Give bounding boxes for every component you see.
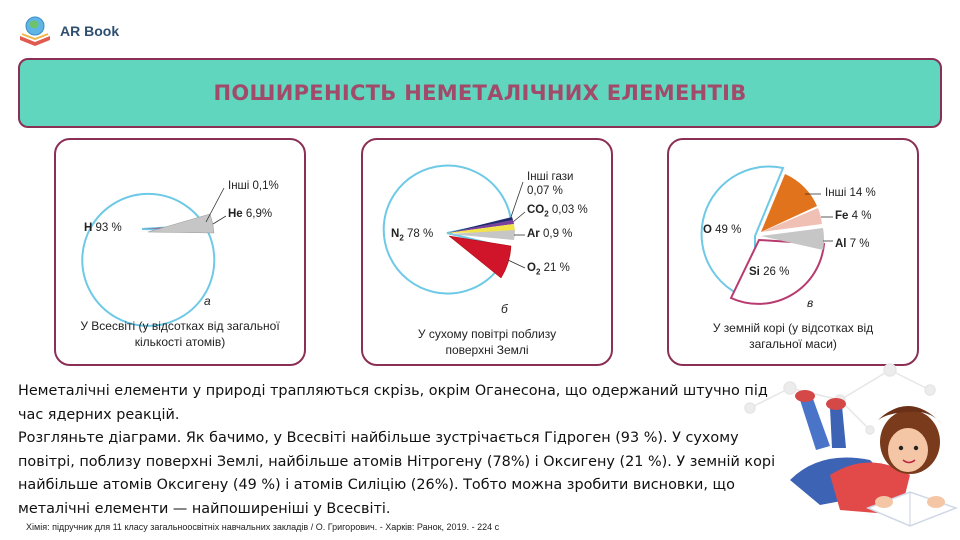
title-banner: [18, 58, 942, 128]
source-footnote: Хімія: підручник для 11 класу загальноосвітніх навчальних закладів / О. Григорович. - Харків: Ранок, 2019. - 224 с: [26, 522, 500, 532]
label-al: [835, 238, 870, 250]
leader-other: [206, 188, 224, 222]
label-other-name: Інші: [228, 180, 250, 192]
girl-reading-illustration: [760, 380, 960, 540]
chart-card-air: [361, 138, 613, 366]
label-h-symbol: H: [84, 222, 93, 234]
label-o2-value: 21 %: [543, 262, 570, 274]
pie-slice-h: [82, 194, 214, 326]
label-other-crust-value: 14 %: [849, 187, 876, 199]
ar-book-logo: [16, 12, 119, 50]
label-fe-value: 4 %: [851, 210, 872, 222]
label-n2-symbol: [391, 228, 404, 243]
label-other-gases: [527, 170, 573, 198]
label-ar: [527, 228, 572, 240]
label-si-symbol: Si: [749, 266, 760, 278]
label-ar-symbol: Ar: [527, 228, 540, 240]
label-n2-sub: 2: [399, 233, 404, 243]
label-fe-symbol: Fe: [835, 210, 849, 222]
logo-text: AR Book: [60, 23, 120, 39]
label-co2: [527, 204, 588, 218]
label-co2-value: 0,03 %: [551, 204, 588, 216]
label-other-crust-name: Інші: [825, 187, 847, 199]
chart-letter: б: [501, 302, 508, 316]
label-o: [703, 224, 741, 236]
paragraph-intro: Неметалічні елементи у природі трапляються скрізь, окрім Оганесона, що одержаний штучно під час ядерних реакцій.: [18, 383, 768, 423]
leader-he: [213, 216, 226, 224]
page-title: ПОШИРЕНІСТЬ НЕМЕТАЛІЧНИХ ЕЛЕМЕНТІВ: [213, 81, 747, 105]
label-al-value: 7 %: [849, 238, 870, 250]
label-si: [749, 266, 789, 278]
label-o2: [527, 262, 570, 276]
label-he-symbol: He: [228, 208, 243, 220]
chart-letter: а: [204, 294, 211, 308]
book-globe-icon: [16, 12, 54, 50]
label-ar-value: 0,9 %: [542, 228, 573, 240]
chart-caption: У сухому повітрі поблизу поверхні Землі: [417, 327, 557, 357]
label-n2: [391, 228, 433, 242]
label-co2-symbol: [527, 204, 549, 219]
label-he: [228, 208, 272, 220]
label-al-symbol: Al: [835, 238, 847, 250]
label-other-gases-name: Інші гази: [527, 171, 574, 183]
label-n2-letter: N: [391, 228, 400, 240]
leader-other-gases: [511, 182, 523, 217]
leader-co2: [513, 212, 525, 222]
label-h-value: 93 %: [95, 222, 122, 234]
leader-o2: [508, 260, 525, 268]
label-h: [84, 222, 122, 234]
chart-caption: У Всесвіті (у відсотках від загальної кількості атомів): [80, 319, 280, 349]
label-o2-sub: 2: [535, 267, 541, 277]
label-co2-letters: CO: [527, 204, 545, 216]
chart-caption: У земній корі (у відсотках від загальної маси): [712, 321, 874, 351]
chart-card-universe: [54, 138, 306, 366]
label-si-value: 26 %: [763, 266, 790, 278]
label-other-crust: [825, 187, 876, 199]
paragraph-analysis: Розгляньте діаграми. Як бачимо, у Всесвіті найбільше зустрічається Гідроген (93 %). У сухому повітрі, поблизу поверхні Землі, найбільше атомів Нітрогену (78%) і Оксигену (21 %). У земній корі найбільше атомів Оксигену (49 %) і атомів Силіцію (26%). Тобто можна зробити висновки, що металічні елементи — найпоширеніші у Всесвіті.: [18, 430, 776, 517]
label-co2-sub: 2: [544, 209, 549, 219]
label-fe: [835, 210, 871, 222]
label-he-value: 6,9%: [245, 208, 273, 220]
label-o2-letter: O: [527, 262, 536, 274]
label-other: [228, 180, 279, 192]
label-o-value: 49 %: [715, 224, 742, 236]
label-other-gases-value: 0,07 %: [527, 185, 563, 197]
label-o2-symbol: [527, 262, 541, 277]
description-text: [18, 380, 778, 522]
chart-letter: в: [807, 296, 814, 310]
label-n2-value: 78 %: [406, 228, 434, 240]
label-o-symbol: O: [703, 224, 712, 236]
label-other-value: 0,1%: [252, 180, 279, 192]
